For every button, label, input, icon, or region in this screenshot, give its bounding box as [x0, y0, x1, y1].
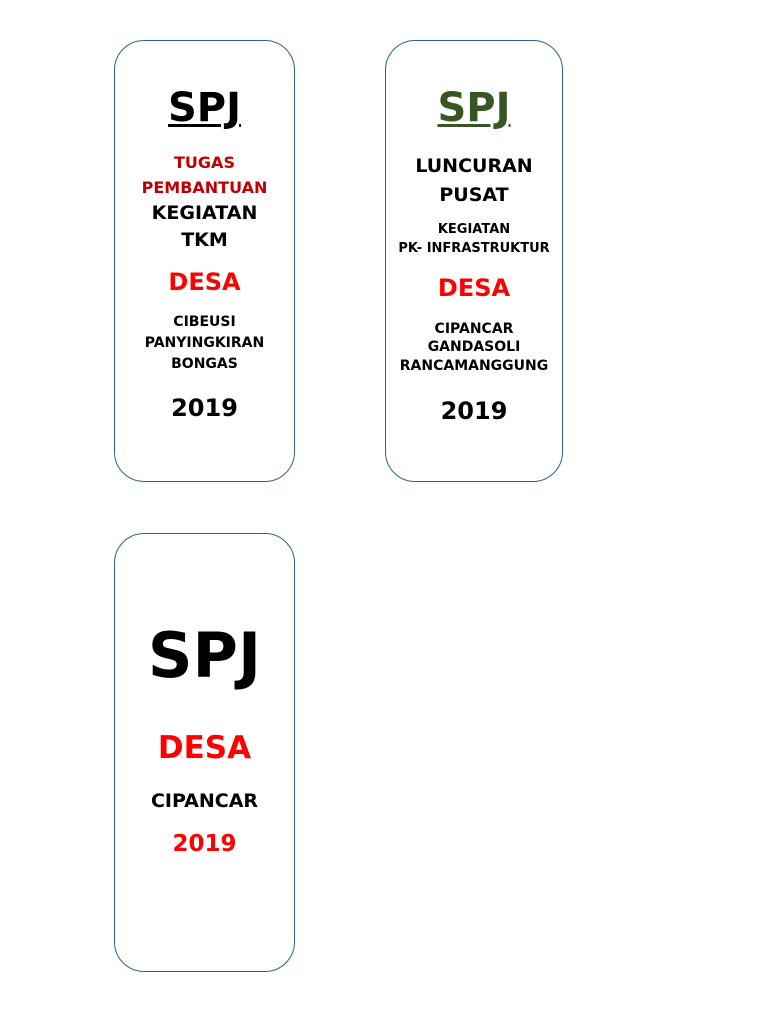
card-subtitle-line2: PUSAT: [439, 184, 509, 206]
spj-card-cipancar: [114, 533, 295, 972]
card-activity-label: KEGIATAN: [437, 222, 511, 237]
card-year: 2019: [440, 397, 508, 425]
card-title: SPJ: [437, 85, 511, 131]
card-village-1: CIPANCAR: [434, 321, 514, 337]
card-village-2: PANYINGKIRAN: [144, 335, 265, 351]
card-village-3: BONGAS: [171, 356, 238, 372]
card-desa-label: DESA: [437, 274, 511, 302]
card-village-2: GANDASOLI: [427, 339, 521, 355]
card-activity-label: KEGIATAN: [151, 202, 258, 224]
card-subtitle-line2: PEMBANTUAN: [141, 178, 268, 197]
card-subtitle-line1: LUNCURAN: [415, 155, 533, 177]
card-desa-label: DESA: [157, 730, 252, 766]
card-village: CIPANCAR: [150, 790, 259, 812]
card-title: SPJ: [167, 85, 241, 131]
card-activity-name: TKM: [181, 229, 228, 251]
spj-card-tugas-pembantuan: [114, 40, 295, 482]
card-village-1: CIBEUSI: [173, 314, 236, 330]
card-year: 2019: [172, 831, 237, 857]
card-activity-name: PK- INFRASTRUKTUR: [398, 241, 550, 256]
card-village-3: RANCAMANGGUNG: [399, 358, 549, 374]
card-subtitle-line1: TUGAS: [174, 153, 235, 172]
card-year: 2019: [171, 394, 238, 422]
card-title: SPJ: [147, 619, 262, 692]
spj-card-luncuran-pusat: [385, 40, 563, 482]
card-desa-label: DESA: [168, 268, 241, 296]
